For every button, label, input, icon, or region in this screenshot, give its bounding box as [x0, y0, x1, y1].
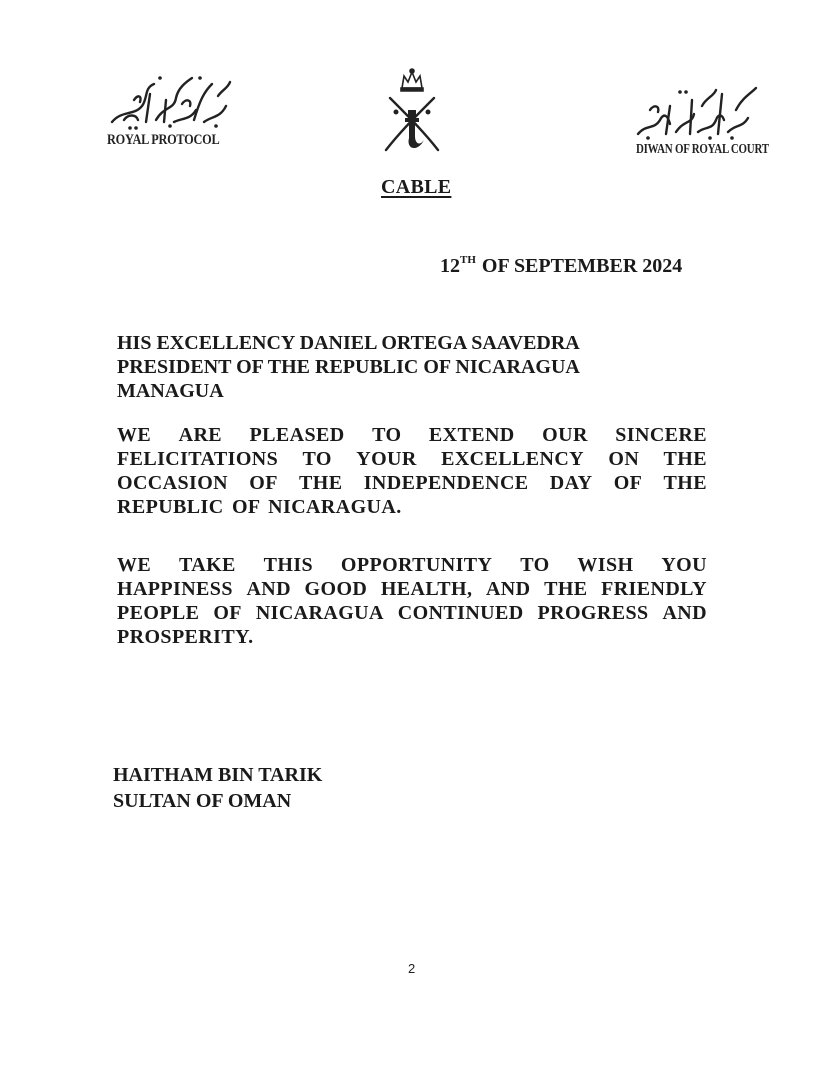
royal-protocol-emblem — [104, 70, 234, 160]
word: OF — [249, 472, 278, 494]
word: OUR — [542, 424, 588, 446]
word: AND — [662, 602, 707, 624]
signatory-title: SULTAN OF OMAN — [113, 790, 292, 812]
word: THIS — [263, 554, 314, 576]
word: WE — [117, 424, 152, 446]
signatory-block — [113, 762, 322, 814]
word: TAKE — [178, 554, 236, 576]
cable-date — [440, 254, 682, 278]
word: ON — [608, 448, 640, 470]
royal-protocol-caption: ROYAL PROTOCOL — [107, 132, 220, 148]
date-ordinal: TH — [460, 254, 476, 266]
addressee-block — [117, 331, 657, 403]
word: WE — [117, 554, 152, 576]
paragraph-line — [117, 471, 707, 495]
signatory-name: HAITHAM BIN TARIK — [113, 764, 323, 786]
word: PLEASED — [249, 424, 345, 446]
paragraph-line — [117, 553, 707, 577]
word: FRIENDLY — [601, 578, 707, 600]
paragraph-line: PROSPERITY. — [117, 626, 254, 648]
word: THE — [544, 578, 588, 600]
document-type-label: CABLE — [381, 176, 452, 198]
word: CONTINUED — [397, 602, 524, 624]
word: THE — [663, 448, 707, 470]
addressee-line: MANAGUA — [117, 380, 224, 402]
word: INDEPENDENCE — [363, 472, 529, 494]
word: PROGRESS — [537, 602, 649, 624]
word: YOU — [661, 554, 707, 576]
diwan-royal-court-emblem — [632, 80, 769, 165]
word: OPPORTUNITY — [340, 554, 493, 576]
paragraph-line — [117, 423, 707, 447]
word: OF — [213, 602, 242, 624]
word: ARE — [178, 424, 223, 446]
word: YOUR — [356, 448, 417, 470]
word: THE — [663, 472, 707, 494]
national-emblem — [380, 66, 444, 156]
word: PEOPLE — [117, 602, 200, 624]
word: GOOD — [304, 578, 368, 600]
date-day: 12 — [440, 255, 460, 277]
oman-national-emblem-icon — [380, 66, 444, 156]
word: TO — [520, 554, 550, 576]
page-number: 2 — [408, 961, 416, 976]
word: AND — [246, 578, 291, 600]
word: HEALTH, — [380, 578, 473, 600]
paragraph-line: REPUBLIC OF NICARAGUA. — [117, 496, 402, 518]
word: OF — [613, 472, 643, 494]
paragraph-line — [117, 447, 707, 471]
word: TO — [372, 424, 402, 446]
diwan-royal-court-calligraphy-icon — [632, 80, 762, 142]
royal-protocol-calligraphy-icon — [104, 70, 234, 132]
word: THE — [299, 472, 343, 494]
body-paragraph-felicitations — [117, 423, 707, 519]
word: AND — [485, 578, 531, 600]
diwan-royal-court-caption: DIWAN OF ROYAL COURT — [636, 142, 769, 157]
word: NICARAGUA — [255, 602, 384, 624]
word: SINCERE — [615, 424, 707, 446]
paragraph-line — [117, 601, 707, 625]
word: HAPPINESS — [117, 578, 233, 600]
paragraph-line — [117, 577, 707, 601]
word: OCCASION — [117, 472, 228, 494]
word: FELICITATIONS — [117, 448, 279, 470]
addressee-line: HIS EXCELLENCY DANIEL ORTEGA SAAVEDRA — [117, 332, 580, 354]
date-rest: OF SEPTEMBER 2024 — [481, 255, 683, 277]
word: EXTEND — [428, 424, 515, 446]
body-paragraph-wishes — [117, 553, 707, 649]
word: EXCELLENCY — [441, 448, 585, 470]
word: TO — [302, 448, 332, 470]
addressee-line: PRESIDENT OF THE REPUBLIC OF NICARAGUA — [117, 356, 580, 378]
word: DAY — [549, 472, 593, 494]
word: WISH — [577, 554, 634, 576]
